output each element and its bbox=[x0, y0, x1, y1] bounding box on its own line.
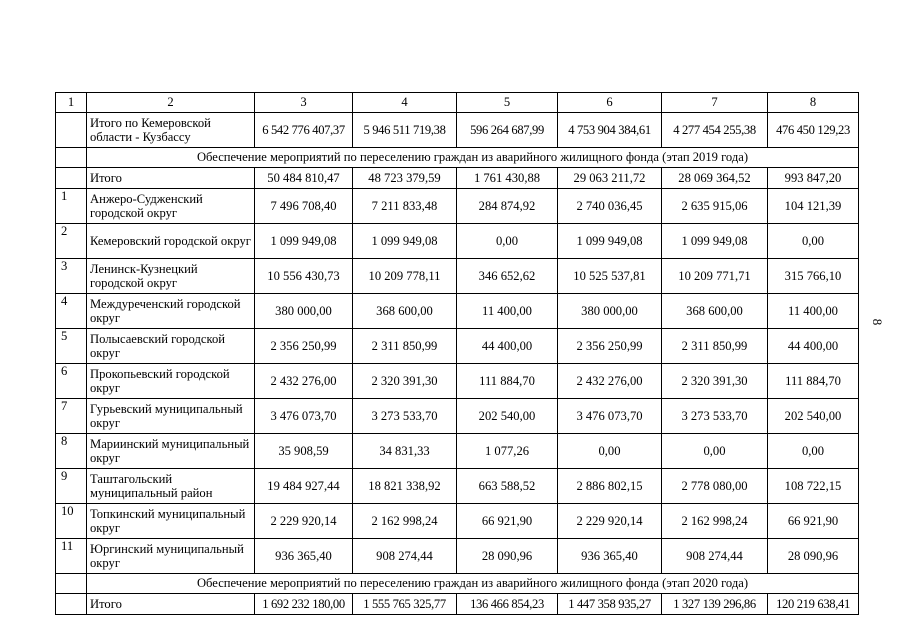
row-index-cell: 5 bbox=[56, 329, 87, 364]
region-total-row bbox=[56, 113, 859, 148]
section-2019-header-row bbox=[56, 148, 859, 168]
municipality-row bbox=[56, 329, 859, 364]
value-cell: 380 000,00 bbox=[255, 294, 353, 329]
value-cell: 28 090,96 bbox=[768, 539, 859, 574]
value-cell: 29 063 211,72 bbox=[558, 168, 662, 189]
row-index-cell bbox=[56, 574, 87, 594]
value-cell: 1 327 139 296,86 bbox=[662, 594, 768, 615]
value-cell: 2 886 802,15 bbox=[558, 469, 662, 504]
municipality-name: Топкинский муниципальный округ bbox=[87, 504, 255, 539]
value-cell: 2 229 920,14 bbox=[558, 504, 662, 539]
value-cell: 66 921,90 bbox=[768, 504, 859, 539]
value-cell: 1 099 949,08 bbox=[662, 224, 768, 259]
value-cell: 0,00 bbox=[457, 224, 558, 259]
value-cell: 28 069 364,52 bbox=[662, 168, 768, 189]
value-cell: 3 476 073,70 bbox=[558, 399, 662, 434]
value-cell: 596 264 687,99 bbox=[457, 113, 558, 148]
municipality-row bbox=[56, 469, 859, 504]
value-cell: 50 484 810,47 bbox=[255, 168, 353, 189]
value-cell: 120 219 638,41 bbox=[768, 594, 859, 615]
value-cell: 1 692 232 180,00 bbox=[255, 594, 353, 615]
value-cell: 315 766,10 bbox=[768, 259, 859, 294]
value-cell: 380 000,00 bbox=[558, 294, 662, 329]
value-cell: 10 209 771,71 bbox=[662, 259, 768, 294]
value-cell: 7 211 833,48 bbox=[353, 189, 457, 224]
value-cell: 2 356 250,99 bbox=[255, 329, 353, 364]
value-cell: 2 311 850,99 bbox=[353, 329, 457, 364]
value-cell: 202 540,00 bbox=[457, 399, 558, 434]
value-cell: 2 320 391,30 bbox=[662, 364, 768, 399]
row-index-cell: 8 bbox=[56, 434, 87, 469]
value-cell: 48 723 379,59 bbox=[353, 168, 457, 189]
region-total-name: Итого по Кемеровской области - Кузбассу bbox=[87, 113, 255, 148]
section-2020-header-row bbox=[56, 574, 859, 594]
row-index-cell: 3 bbox=[56, 259, 87, 294]
value-cell: 11 400,00 bbox=[457, 294, 558, 329]
row-index-cell: 6 bbox=[56, 364, 87, 399]
resettlement-funding-table bbox=[55, 92, 859, 615]
column-number-6: 6 bbox=[558, 93, 662, 113]
value-cell: 2 778 080,00 bbox=[662, 469, 768, 504]
value-cell: 1 555 765 325,77 bbox=[353, 594, 457, 615]
value-cell: 35 908,59 bbox=[255, 434, 353, 469]
row-index-cell: 9 bbox=[56, 469, 87, 504]
value-cell: 2 432 276,00 bbox=[558, 364, 662, 399]
column-number-4: 4 bbox=[353, 93, 457, 113]
value-cell: 2 432 276,00 bbox=[255, 364, 353, 399]
value-cell: 663 588,52 bbox=[457, 469, 558, 504]
value-cell: 18 821 338,92 bbox=[353, 469, 457, 504]
row-index-cell: 4 bbox=[56, 294, 87, 329]
municipality-row bbox=[56, 224, 859, 259]
value-cell: 0,00 bbox=[768, 434, 859, 469]
value-cell: 368 600,00 bbox=[353, 294, 457, 329]
value-cell: 111 884,70 bbox=[768, 364, 859, 399]
value-cell: 908 274,44 bbox=[353, 539, 457, 574]
value-cell: 1 099 949,08 bbox=[255, 224, 353, 259]
value-cell: 4 753 904 384,61 bbox=[558, 113, 662, 148]
value-cell: 5 946 511 719,38 bbox=[353, 113, 457, 148]
row-index-cell: 11 bbox=[56, 539, 87, 574]
municipality-name: Юргинский муниципальный округ bbox=[87, 539, 255, 574]
row-index-cell bbox=[56, 113, 87, 148]
value-cell: 368 600,00 bbox=[662, 294, 768, 329]
row-index-cell: 10 bbox=[56, 504, 87, 539]
column-number-2: 2 bbox=[87, 93, 255, 113]
table-body bbox=[56, 93, 859, 615]
column-number-8: 8 bbox=[768, 93, 859, 113]
municipality-name: Анжеро-Судженский городской округ bbox=[87, 189, 255, 224]
municipality-row bbox=[56, 399, 859, 434]
municipality-row bbox=[56, 259, 859, 294]
section-2020-total-row bbox=[56, 594, 859, 615]
section-2019-total-row bbox=[56, 168, 859, 189]
value-cell: 936 365,40 bbox=[255, 539, 353, 574]
value-cell: 1 099 949,08 bbox=[558, 224, 662, 259]
value-cell: 66 921,90 bbox=[457, 504, 558, 539]
value-cell: 202 540,00 bbox=[768, 399, 859, 434]
value-cell: 6 542 776 407,37 bbox=[255, 113, 353, 148]
value-cell: 7 496 708,40 bbox=[255, 189, 353, 224]
column-number-header-row bbox=[56, 93, 859, 113]
value-cell: 2 320 391,30 bbox=[353, 364, 457, 399]
value-cell: 3 273 533,70 bbox=[353, 399, 457, 434]
row-index-cell bbox=[56, 148, 87, 168]
value-cell: 2 356 250,99 bbox=[558, 329, 662, 364]
section-2020-total-name: Итого bbox=[87, 594, 255, 615]
value-cell: 111 884,70 bbox=[457, 364, 558, 399]
value-cell: 44 400,00 bbox=[768, 329, 859, 364]
value-cell: 1 099 949,08 bbox=[353, 224, 457, 259]
column-number-1: 1 bbox=[56, 93, 87, 113]
section-2019-title: Обеспечение мероприятий по переселению граждан из аварийного жилищного фонда (этап 2019 года) bbox=[87, 148, 859, 168]
column-number-7: 7 bbox=[662, 93, 768, 113]
value-cell: 284 874,92 bbox=[457, 189, 558, 224]
municipality-row bbox=[56, 189, 859, 224]
value-cell: 2 635 915,06 bbox=[662, 189, 768, 224]
value-cell: 10 209 778,11 bbox=[353, 259, 457, 294]
value-cell: 2 740 036,45 bbox=[558, 189, 662, 224]
row-index-cell bbox=[56, 594, 87, 615]
row-index-cell: 2 bbox=[56, 224, 87, 259]
value-cell: 2 162 998,24 bbox=[662, 504, 768, 539]
value-cell: 136 466 854,23 bbox=[457, 594, 558, 615]
value-cell: 1 447 358 935,27 bbox=[558, 594, 662, 615]
value-cell: 11 400,00 bbox=[768, 294, 859, 329]
value-cell: 1 077,26 bbox=[457, 434, 558, 469]
section-2020-title: Обеспечение мероприятий по переселению граждан из аварийного жилищного фонда (этап 2020 года) bbox=[87, 574, 859, 594]
value-cell: 2 229 920,14 bbox=[255, 504, 353, 539]
value-cell: 44 400,00 bbox=[457, 329, 558, 364]
page-number: 8 bbox=[870, 318, 885, 326]
value-cell: 3 476 073,70 bbox=[255, 399, 353, 434]
row-index-cell: 1 bbox=[56, 189, 87, 224]
column-number-5: 5 bbox=[457, 93, 558, 113]
municipality-row bbox=[56, 434, 859, 469]
municipality-row bbox=[56, 504, 859, 539]
value-cell: 4 277 454 255,38 bbox=[662, 113, 768, 148]
value-cell: 908 274,44 bbox=[662, 539, 768, 574]
municipality-name: Прокопьевский городской округ bbox=[87, 364, 255, 399]
value-cell: 936 365,40 bbox=[558, 539, 662, 574]
value-cell: 3 273 533,70 bbox=[662, 399, 768, 434]
value-cell: 2 162 998,24 bbox=[353, 504, 457, 539]
municipality-name: Ленинск-Кузнецкий городской округ bbox=[87, 259, 255, 294]
value-cell: 2 311 850,99 bbox=[662, 329, 768, 364]
municipality-name: Мариинский муниципальный округ bbox=[87, 434, 255, 469]
municipality-name: Гурьевский муниципальный округ bbox=[87, 399, 255, 434]
value-cell: 0,00 bbox=[662, 434, 768, 469]
municipality-name: Полысаевский городской округ bbox=[87, 329, 255, 364]
value-cell: 0,00 bbox=[558, 434, 662, 469]
value-cell: 993 847,20 bbox=[768, 168, 859, 189]
section-2019-total-name: Итого bbox=[87, 168, 255, 189]
row-index-cell bbox=[56, 168, 87, 189]
value-cell: 34 831,33 bbox=[353, 434, 457, 469]
value-cell: 10 525 537,81 bbox=[558, 259, 662, 294]
municipality-row bbox=[56, 294, 859, 329]
municipality-row bbox=[56, 364, 859, 399]
municipality-name: Таштагольский муниципальный район bbox=[87, 469, 255, 504]
municipality-row bbox=[56, 539, 859, 574]
value-cell: 28 090,96 bbox=[457, 539, 558, 574]
value-cell: 0,00 bbox=[768, 224, 859, 259]
value-cell: 476 450 129,23 bbox=[768, 113, 859, 148]
municipality-name: Междуреченский городской округ bbox=[87, 294, 255, 329]
value-cell: 108 722,15 bbox=[768, 469, 859, 504]
value-cell: 19 484 927,44 bbox=[255, 469, 353, 504]
value-cell: 104 121,39 bbox=[768, 189, 859, 224]
row-index-cell: 7 bbox=[56, 399, 87, 434]
value-cell: 346 652,62 bbox=[457, 259, 558, 294]
municipality-name: Кемеровский городской округ bbox=[87, 224, 255, 259]
column-number-3: 3 bbox=[255, 93, 353, 113]
value-cell: 1 761 430,88 bbox=[457, 168, 558, 189]
value-cell: 10 556 430,73 bbox=[255, 259, 353, 294]
